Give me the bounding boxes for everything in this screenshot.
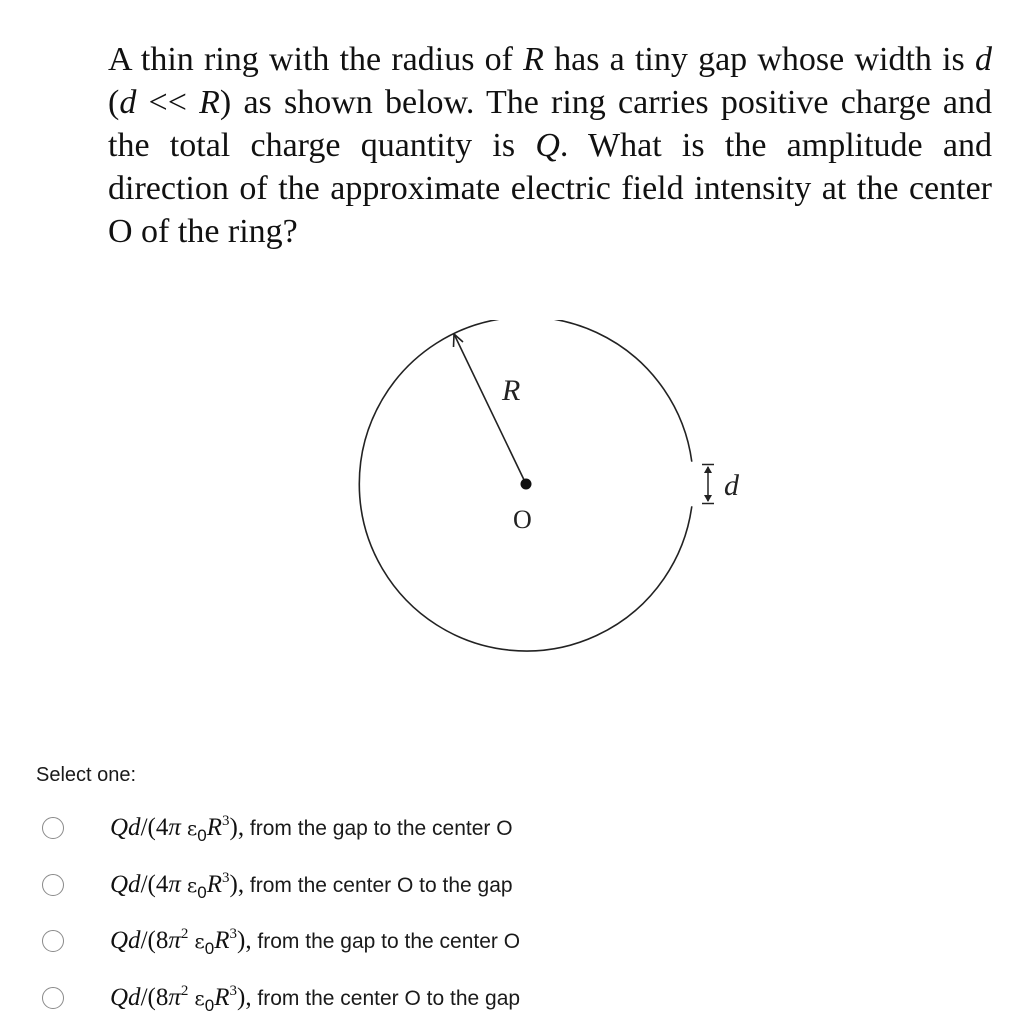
formula-numer: Qd: [110, 814, 141, 841]
formula-part: /(: [141, 984, 156, 1011]
formula-part: /(: [141, 814, 156, 841]
question-part: (: [108, 84, 119, 121]
formula-eps-sub: 0: [197, 883, 206, 902]
formula-part: /(: [141, 871, 156, 898]
question-var: R: [523, 41, 544, 78]
formula-r-exp: 3: [222, 870, 230, 886]
radius-label: R: [501, 374, 520, 407]
formula-part: ),: [237, 927, 252, 954]
formula-pi-exp: 2: [181, 983, 189, 999]
ring-figure: [340, 320, 780, 665]
formula: [110, 927, 252, 954]
formula-numer: Qd: [110, 871, 141, 898]
question-text: [108, 38, 992, 253]
option-c-label[interactable]: [110, 927, 520, 955]
option-a-label[interactable]: [110, 814, 513, 842]
formula-part: ),: [230, 871, 245, 898]
question-part: . What is the amplitude and direction of the approximate electric field intensity at the center O of the ring?: [108, 127, 992, 250]
question-var: R: [199, 84, 220, 121]
formula-r: R: [214, 984, 229, 1011]
formula-r: R: [214, 927, 229, 954]
formula-coef: 8: [156, 984, 169, 1011]
option-direction: from the gap to the center O: [252, 930, 520, 953]
formula-eps-sub: 0: [205, 939, 214, 958]
question-part: has a tiny gap whose width is: [544, 41, 975, 78]
center-dot: [521, 479, 532, 490]
question-var: d: [975, 41, 992, 78]
formula-pi: π: [168, 871, 181, 898]
formula-part: ),: [230, 814, 245, 841]
gap-label: d: [724, 469, 740, 502]
answer-options: [40, 800, 980, 1026]
center-label: O: [513, 505, 532, 534]
radio-button-d[interactable]: [42, 987, 64, 1009]
formula-r: R: [207, 814, 222, 841]
question-var: d: [119, 84, 136, 121]
formula-r-exp: 3: [230, 926, 238, 942]
formula-coef: 4: [156, 814, 169, 841]
formula-r: R: [207, 871, 222, 898]
formula-numer: Qd: [110, 984, 141, 1011]
formula-coef: 8: [156, 927, 169, 954]
option-direction: from the center O to the gap: [244, 874, 512, 897]
question-part: ) as shown below. The ring carries positive charge and the total charge quantity is: [108, 84, 992, 164]
formula-eps: ε: [187, 873, 197, 897]
formula-eps: ε: [194, 929, 204, 953]
select-one-label: Select one:: [36, 764, 136, 787]
formula-r-exp: 3: [230, 983, 238, 999]
option-d[interactable]: [40, 970, 980, 1026]
option-direction: from the gap to the center O: [244, 817, 512, 840]
formula-eps: ε: [194, 986, 204, 1010]
formula-eps: ε: [187, 816, 197, 840]
formula: [110, 871, 244, 898]
option-b-label[interactable]: [110, 871, 513, 899]
option-direction: from the center O to the gap: [252, 987, 520, 1010]
radio-button-c[interactable]: [42, 930, 64, 952]
formula: [110, 814, 244, 841]
option-a[interactable]: [40, 800, 980, 857]
formula-part: /(: [141, 927, 156, 954]
question-part: <<: [136, 84, 199, 121]
radius-line: [454, 334, 526, 484]
question-part: A thin ring with the radius of: [108, 41, 523, 78]
radio-button-a[interactable]: [42, 817, 64, 839]
formula-eps-sub: 0: [197, 826, 206, 845]
formula-pi: π: [168, 927, 181, 954]
question-var: Q: [535, 127, 560, 164]
formula-pi: π: [168, 984, 181, 1011]
radio-button-b[interactable]: [42, 874, 64, 896]
formula-r-exp: 3: [222, 813, 230, 829]
gap-arrowhead-up: [704, 466, 712, 473]
option-c[interactable]: [40, 913, 980, 970]
ring-diagram: [340, 320, 780, 660]
formula-coef: 4: [156, 871, 169, 898]
formula-part: ),: [237, 984, 252, 1011]
option-d-label[interactable]: [110, 984, 520, 1012]
formula-eps-sub: 0: [205, 996, 214, 1015]
gap-arrowhead-down: [704, 495, 712, 502]
option-b[interactable]: [40, 857, 980, 914]
formula-pi: π: [168, 814, 181, 841]
formula: [110, 984, 252, 1011]
formula-pi-exp: 2: [181, 926, 189, 942]
formula-numer: Qd: [110, 927, 141, 954]
